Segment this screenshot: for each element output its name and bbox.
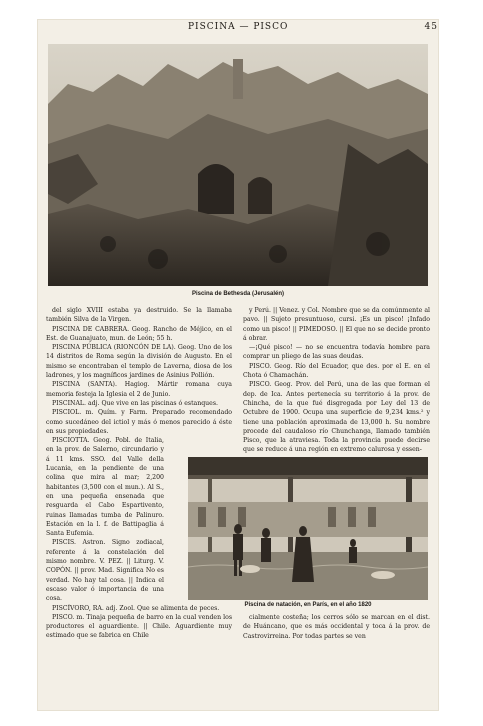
bethesda-photo [48,44,428,286]
right-paragraph: y Perú. || Venez. y Col. Nombre que se da comúnmente al pavo. || Sujeto presuntuoso, cursi. ¡Es un pisco! ¡Infado como un pisco! || PIMEDOSO. || El que no se decide pronto á obrar. [243,307,430,342]
left-paragraph: PISCINA DE CABRERA. Geog. Rancho de Méjico, en el Est. de Guanajuato, mun. de León; 55 h. [46,325,232,342]
right-paragraph: —¡Qué pisco! — no se encuentra todavía hombre para comprar un pliego de las suas deudas. [243,344,430,361]
left-paragraph: del siglo XVIII estaba ya destruido. Se la llamaba también Silva de la Virgen. [46,307,232,324]
paris-pool-photo [188,457,428,600]
left-paragraph: PISCÍVORO, RA. adj. Zool. Que se alimenta de peces. [52,604,220,612]
left-paragraph: PISCINA (SANTA). Hagiog. Mártir romana cuya memoria festeja la Iglesia el 2 de Junio. [46,381,232,398]
bethesda-caption: Piscina de Bethesda (Jerusalén) [191,291,285,297]
left-paragraph: PISCO. m. Tinaja pequeña de barro en la cual venden los productores el aguardiente. || Chile. Aguardiente muy estimado que se fabrica en Chile [46,613,232,640]
left-paragraph: PISCINA PÚBLICA (RIONCÓN DE LA). Geog. Uno de los 14 distritos de Roma según la división de Augusto. En el mismo se encontraban el templo de Laverna, diosa de los ladrones, y los magníficos jardines de Asinius Pollión. [46,344,232,380]
left-paragraph: PISCIOTTA. Geog. Pobl. de Italia, en la prov. de Salerno, circundario y á 11 kms. SSO. del Valle della Lucania, en la pendiente de una colina que mira al mar; 2,200 habitantes (3,500 con el mun.). Al S., en una pequeña ensenada que resguarda el Cabo Espartivento, ruinas llamadas tumba de Palinuro. Estación en la l. f. de Battipaglia á Santa Eufemia. [46,437,164,538]
right-bottom-column [243,613,430,641]
running-title: PISCINA — PISCO [188,22,289,32]
paris-pool-caption: Piscina de natación, en París, en el año 1820 [244,602,372,608]
right-top-column [243,306,430,455]
paris-pool-photo-image [188,457,428,600]
right-paragraph: cialmente costeña; los cerros sólo se marcan en el dist. de Huáncano, que es más occidental y toca á la prov. de Castrovirreina. Por todas partes se ven [243,614,430,640]
bethesda-photo-image [48,44,428,286]
right-paragraph: PISCO. Geog. Prov. del Perú, una de las que forman el dep. de Ica. Antes pertenecía su territorio á la prov. de Chincha, de la que fué disgregada por Ley del 13 de Octubre de 1900. Ocupa una superficie de 9,234 kms.² y tiene una población aproximada de 13,000 h. Su nombre procede del caudaloso río Chunchanga, llamado también Pisco, que la atraviesa. Toda la provincia puede decirse que se reduce á una región en extremo calurosa y essen- [243,381,430,454]
document-page [38,20,438,710]
left-paragraph: PISCIOL. m. Quím. y Farm. Preparado recomendado como sucedáneo del ictiol y más ó menos parecido á éste en sus propiedades. [46,409,232,435]
right-paragraph: PISCO. Geog. Río del Ecuador, que des. por el E. en el Chota ó Chamachán. [243,362,430,380]
page-number: 45 [424,22,438,32]
left-paragraph: PISCINAL. adj. Que vive en las piscinas ó estanques. [52,399,218,407]
page-header [38,22,438,36]
left-paragraph: PISCIS. Astron. Signo zodiacal, referente á la constelación del mismo nombre. V. PEZ. || Liturg. V. COPÓN. || prov. Mad. Significa No es verdad. No hay tal cosa. || Indica el escaso valor ó importancia de una cosa. [46,539,164,603]
